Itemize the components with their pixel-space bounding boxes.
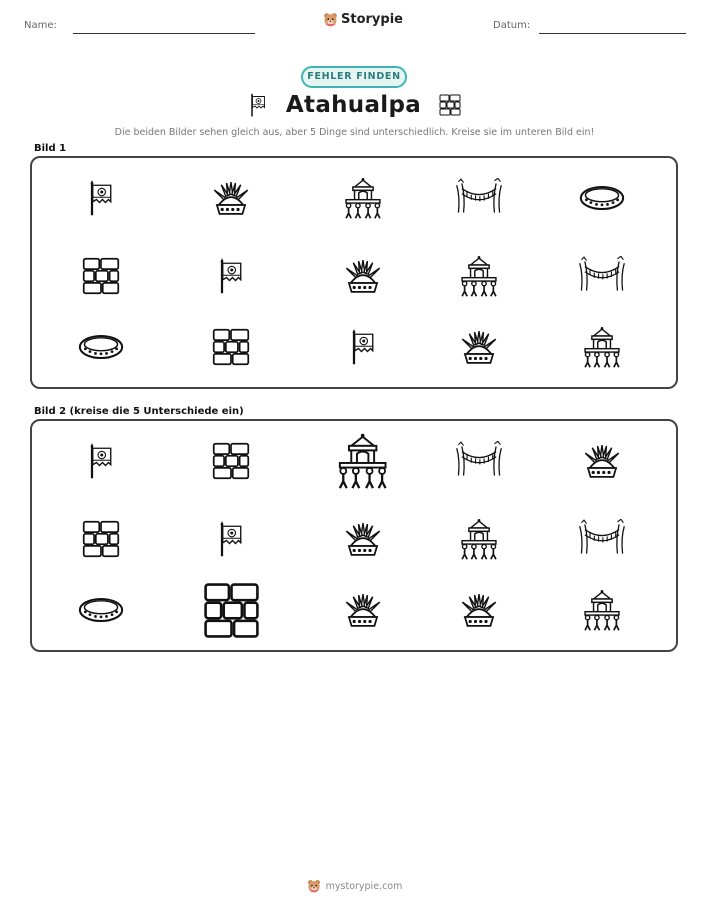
storypie-logo bbox=[323, 12, 403, 27]
crown-icon bbox=[580, 441, 624, 481]
bridge-icon bbox=[455, 178, 503, 218]
grid-cell bbox=[457, 327, 501, 367]
picture1-label: Bild 1 bbox=[34, 143, 67, 154]
crown-icon bbox=[341, 256, 385, 296]
grid-cell bbox=[348, 325, 378, 369]
grid-cell bbox=[82, 257, 120, 295]
litter-icon bbox=[457, 254, 501, 298]
flag-icon bbox=[348, 325, 378, 369]
wall-icon bbox=[212, 328, 250, 366]
wall-icon bbox=[203, 582, 260, 639]
flag-icon bbox=[248, 92, 268, 118]
crown-icon bbox=[457, 327, 501, 367]
bridge-icon bbox=[578, 519, 626, 559]
litter-icon bbox=[580, 588, 624, 632]
grid-cell[interactable] bbox=[457, 590, 501, 630]
grid-cell[interactable] bbox=[82, 520, 120, 558]
litter-icon bbox=[341, 176, 385, 220]
crown-icon bbox=[457, 590, 501, 630]
bear-logo-icon bbox=[307, 879, 321, 893]
name-field[interactable] bbox=[73, 33, 255, 34]
flag-icon bbox=[216, 517, 246, 561]
grid-cell bbox=[579, 184, 625, 212]
litter-icon bbox=[580, 325, 624, 369]
ring-icon bbox=[78, 333, 124, 361]
footer bbox=[0, 879, 709, 893]
grid-cell bbox=[341, 256, 385, 296]
grid-cell bbox=[209, 178, 253, 218]
bear-logo-icon bbox=[323, 12, 338, 27]
grid-cell[interactable] bbox=[580, 441, 624, 481]
crown-icon bbox=[341, 519, 385, 559]
grid-cell[interactable] bbox=[216, 517, 246, 561]
date-label: Datum: bbox=[493, 20, 531, 31]
grid-cell[interactable] bbox=[86, 439, 116, 483]
worksheet-type-badge: FEHLER FINDEN bbox=[301, 66, 407, 88]
grid-cell bbox=[212, 328, 250, 366]
grid-cell[interactable] bbox=[333, 431, 392, 490]
grid-cell[interactable] bbox=[341, 519, 385, 559]
bridge-icon bbox=[578, 256, 626, 296]
litter-icon bbox=[333, 431, 392, 490]
grid-cell[interactable] bbox=[455, 441, 503, 481]
picture2-frame[interactable] bbox=[30, 419, 678, 652]
grid-cell bbox=[78, 333, 124, 361]
grid-cell[interactable] bbox=[578, 519, 626, 559]
grid-cell bbox=[86, 176, 116, 220]
flag-icon bbox=[216, 254, 246, 298]
grid-cell bbox=[457, 254, 501, 298]
wall-icon bbox=[82, 257, 120, 295]
ring-icon bbox=[78, 596, 124, 624]
ring-icon bbox=[579, 184, 625, 212]
wall-icon bbox=[439, 94, 461, 116]
wall-icon bbox=[212, 442, 250, 480]
name-label: Name: bbox=[24, 20, 57, 31]
crown-icon bbox=[341, 590, 385, 630]
grid-cell bbox=[341, 176, 385, 220]
grid-cell bbox=[578, 256, 626, 296]
flag-icon bbox=[86, 176, 116, 220]
grid-cell[interactable] bbox=[457, 517, 501, 561]
flag-icon bbox=[86, 439, 116, 483]
footer-url[interactable]: mystorypie.com bbox=[325, 880, 403, 892]
grid-cell[interactable] bbox=[580, 588, 624, 632]
grid-cell bbox=[580, 325, 624, 369]
brand-name: Storypie bbox=[341, 12, 403, 27]
litter-icon bbox=[457, 517, 501, 561]
grid-cell bbox=[216, 254, 246, 298]
crown-icon bbox=[209, 178, 253, 218]
wall-icon bbox=[82, 520, 120, 558]
date-field[interactable] bbox=[539, 33, 686, 34]
grid-cell[interactable] bbox=[203, 582, 260, 639]
grid-cell bbox=[455, 178, 503, 218]
grid-cell[interactable] bbox=[341, 590, 385, 630]
grid-cell[interactable] bbox=[78, 596, 124, 624]
page-title: Atahualpa bbox=[285, 92, 422, 118]
grid-cell[interactable] bbox=[212, 442, 250, 480]
picture2-label: Bild 2 (kreise die 5 Unterschiede ein) bbox=[34, 406, 244, 417]
bridge-icon bbox=[455, 441, 503, 481]
instructions: Die beiden Bilder sehen gleich aus, aber 5 Dinge sind unterschiedlich. Kreise sie im unteren Bild ein! bbox=[114, 127, 595, 138]
picture1-frame bbox=[30, 156, 678, 389]
